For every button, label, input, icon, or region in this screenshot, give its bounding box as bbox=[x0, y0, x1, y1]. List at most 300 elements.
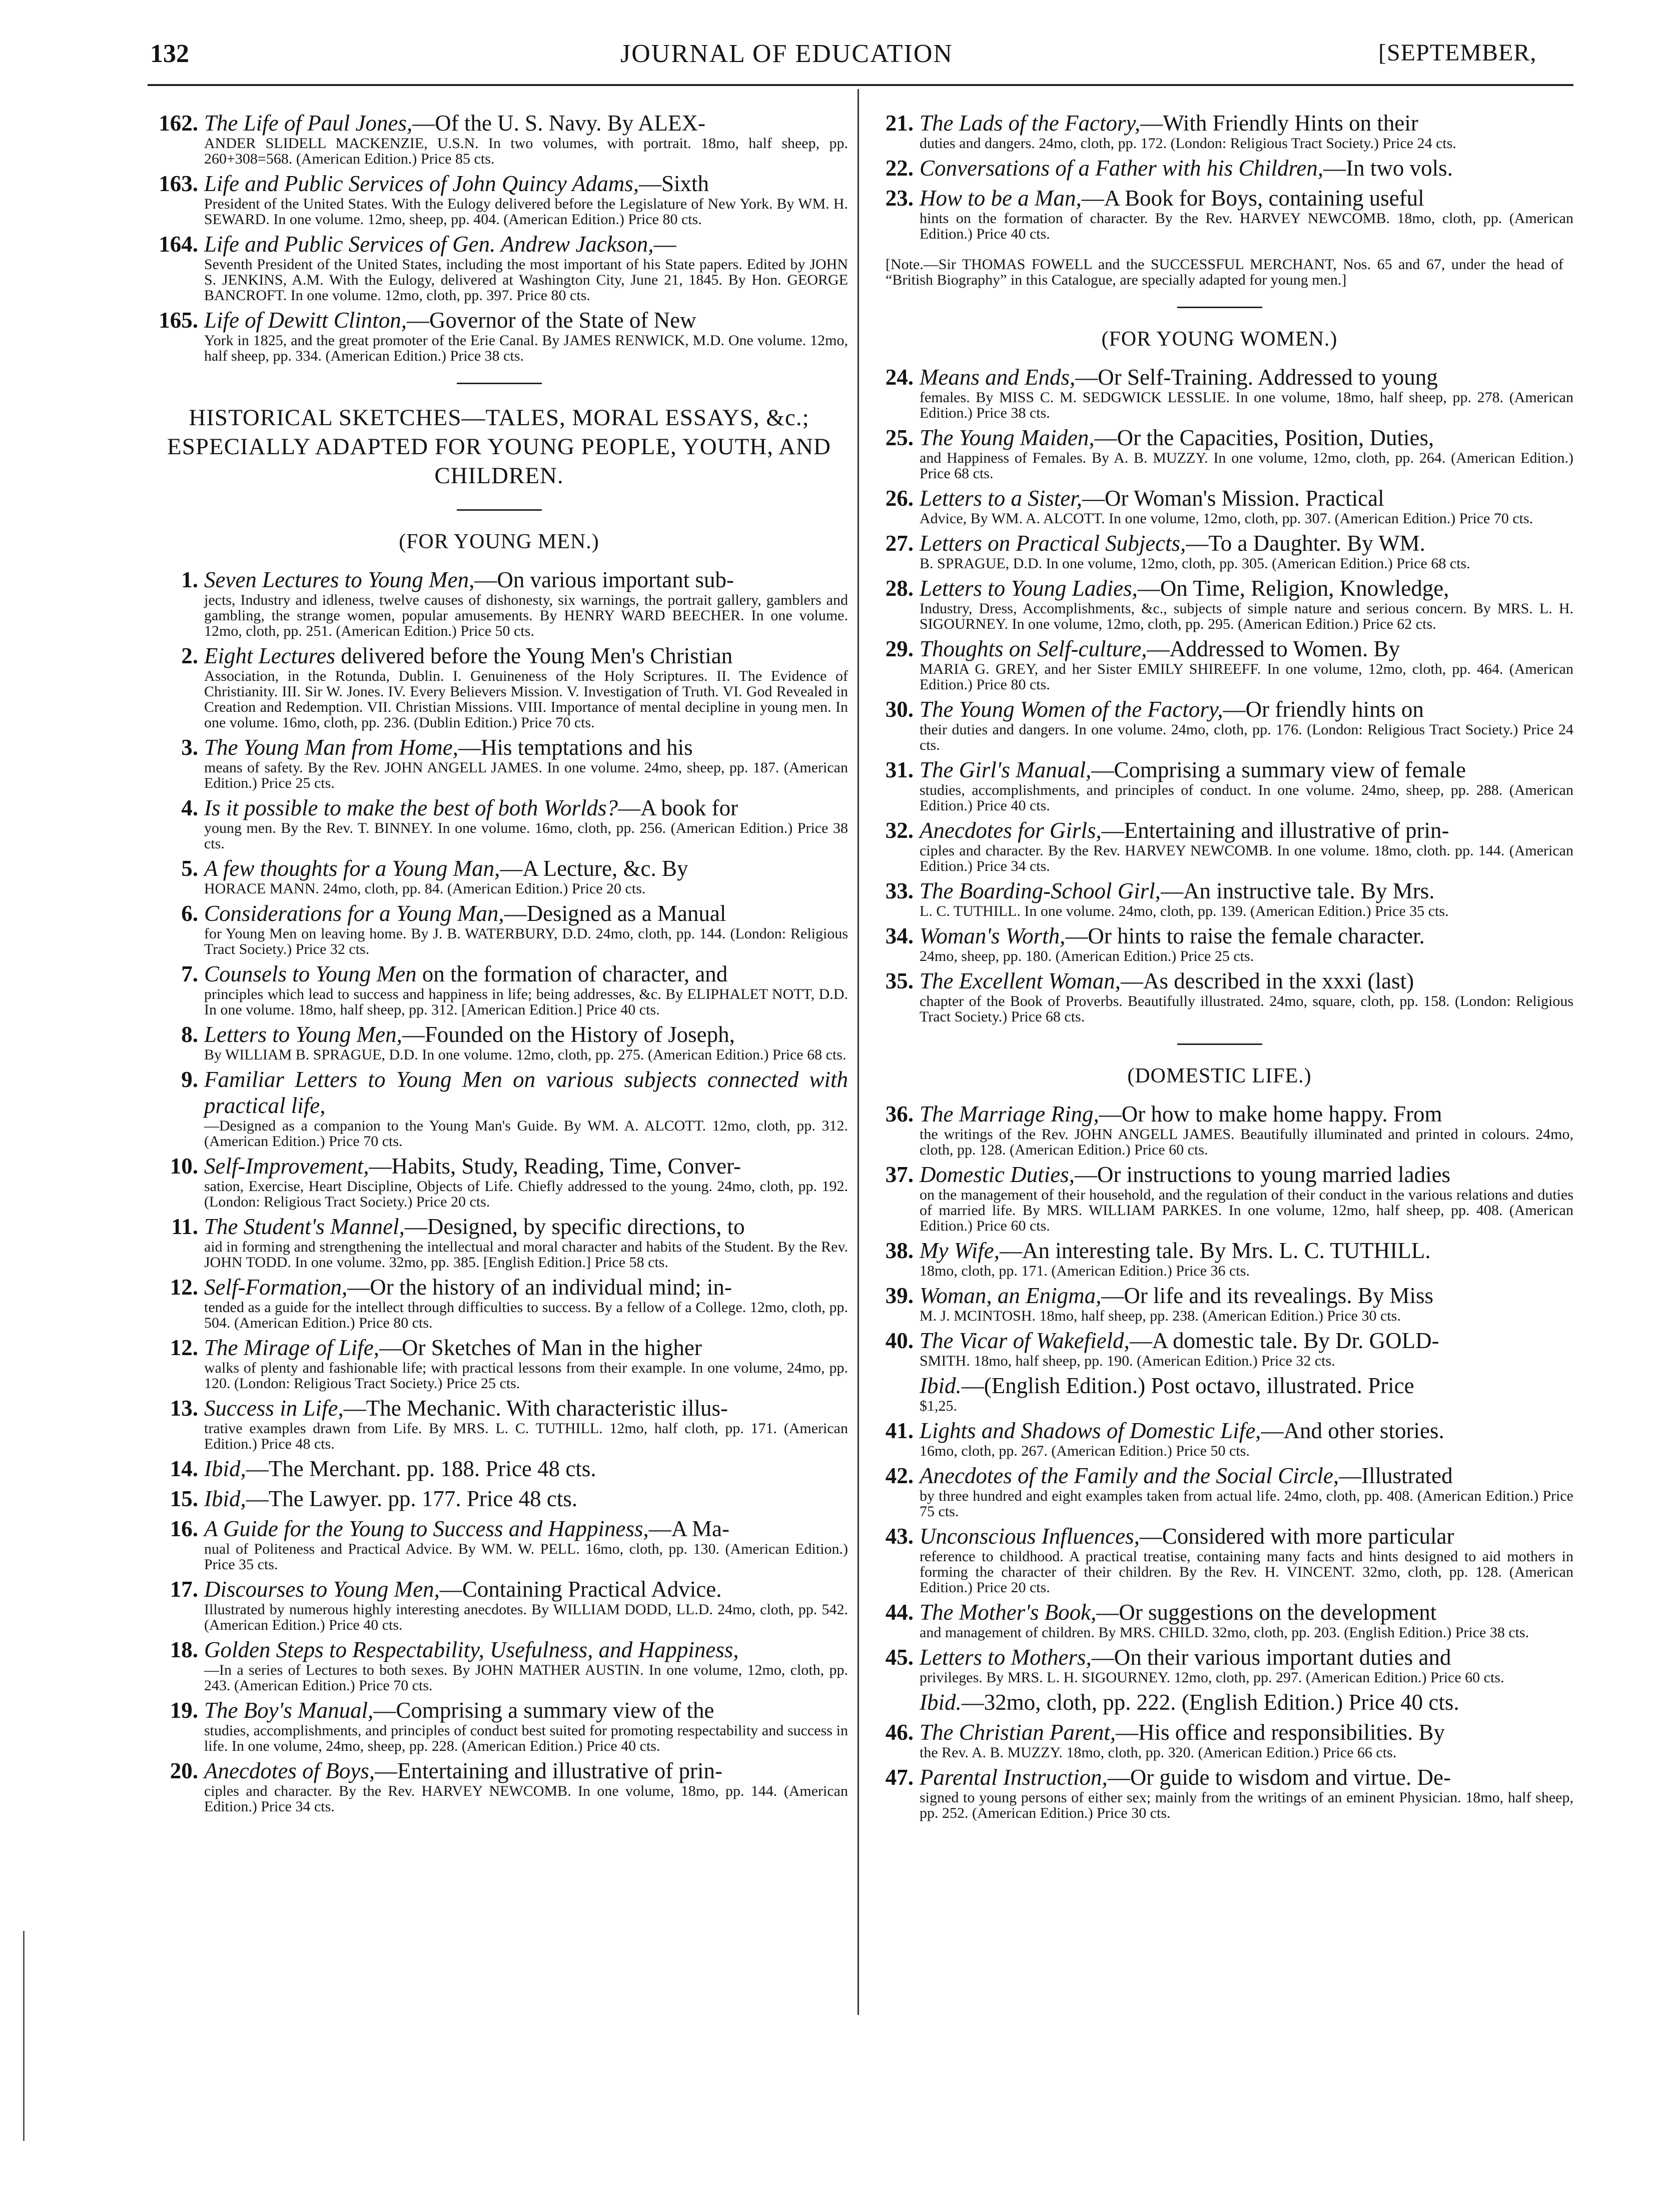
entry-body bbox=[920, 1162, 1573, 1234]
entry-number: 28. bbox=[885, 576, 914, 601]
entry-heading bbox=[920, 1238, 1573, 1264]
catalogue-entry bbox=[150, 1637, 848, 1693]
catalogue-entry bbox=[150, 1274, 848, 1331]
entry-number: 23. bbox=[885, 186, 914, 211]
page-number: 132 bbox=[150, 40, 189, 68]
entry-number: 25. bbox=[885, 425, 914, 450]
entry-details: L. C. TUTHILL. In one volume. 24mo, cloth, pp. 139. (American Edition.) Price 35 cts. bbox=[920, 903, 1449, 919]
entry-body bbox=[204, 307, 848, 364]
entry-title: Counsels to Young Men bbox=[204, 961, 417, 986]
entry-number: 5. bbox=[181, 856, 198, 881]
entry-number: 36. bbox=[885, 1101, 914, 1127]
section-young-men: (FOR YOUNG MEN.) bbox=[399, 530, 599, 553]
running-header bbox=[0, 39, 1676, 74]
entry-title: How to be a Man, bbox=[920, 186, 1082, 211]
entry-subtitle: —Designed, by specific directions, to bbox=[404, 1214, 745, 1239]
entry-body bbox=[204, 1516, 848, 1572]
entry-number: 21. bbox=[885, 111, 914, 136]
entry-subtitle: —In two vols. bbox=[1323, 156, 1453, 181]
entry-heading bbox=[204, 307, 848, 333]
entry-number: 35. bbox=[885, 968, 914, 993]
entry-number: 7. bbox=[181, 961, 198, 986]
entry-details: sation, Exercise, Heart Discipline, Objects of Life. Chiefly addressed to the young. 24mo, cloth, pp. 192. (London: Religious Tract Society.) Price 20 cts. bbox=[204, 1178, 848, 1210]
left-column bbox=[150, 110, 848, 1818]
entry-number: 46. bbox=[885, 1720, 914, 1745]
entry-heading bbox=[920, 1719, 1573, 1745]
entry-details: SMITH. 18mo, half sheep, pp. 190. (American Edition.) Price 32 cts. bbox=[920, 1353, 1335, 1369]
entry-heading bbox=[920, 1599, 1573, 1625]
entry-details: By WILLIAM B. SPRAGUE, D.D. In one volume. 12mo, cloth, pp. 275. (American Edition.) Price 68 cts. bbox=[204, 1046, 847, 1063]
entry-subtitle: —A domestic tale. By Dr. GOLD- bbox=[1129, 1328, 1439, 1353]
catalogue-entry bbox=[150, 1214, 848, 1270]
entry-subtitle: —Or how to make home happy. From bbox=[1099, 1101, 1442, 1127]
entry-title: The Excellent Woman, bbox=[920, 968, 1121, 993]
entry-subtitle: —Entertaining and illustrative of prin- bbox=[1101, 818, 1449, 843]
entry-body bbox=[204, 734, 848, 791]
catalogue-entry bbox=[150, 900, 848, 957]
entry-details: the writings of the Rev. JOHN ANGELL JAMES. Beautifully illuminated and printed in colours. 24mo, cloth, pp. 128. (American Edition.) Price 60 cts. bbox=[920, 1126, 1573, 1158]
entry-body bbox=[920, 1328, 1573, 1369]
entry-title: Is it possible to make the best of both Worlds? bbox=[204, 795, 618, 820]
entry-subtitle: —On their various important duties and bbox=[1091, 1645, 1451, 1670]
entry-number: 10. bbox=[170, 1154, 198, 1179]
entry-heading bbox=[920, 1101, 1573, 1127]
entry-details: nual of Politeness and Practical Advice. By WM. W. PELL. 16mo, cloth, pp. 130. (American Edition.) Price 35 cts. bbox=[204, 1541, 848, 1573]
entry-heading bbox=[920, 530, 1573, 556]
entry-number: 44. bbox=[885, 1600, 914, 1625]
entry-details: Seventh President of the United States, including the most important of his State papers. Edited by JOHN S. JENKINS, A.M. With the Eulogy, delivered at Washington City, June 21, 1845. By Hon. GEORGE BANCROFT. In one volume. 12mo, cloth, pp. 397. Price 80 cts. bbox=[204, 256, 848, 304]
entry-number: 14. bbox=[170, 1456, 198, 1481]
entry-title: Woman's Worth, bbox=[920, 923, 1066, 948]
entry-heading bbox=[204, 900, 848, 926]
entry-subtitle: —A Book for Boys, containing useful bbox=[1081, 186, 1424, 211]
entry-title: Ibid. bbox=[920, 1690, 962, 1715]
left-top-entries bbox=[150, 110, 848, 364]
entry-number: 31. bbox=[885, 757, 914, 782]
entry-subtitle: —32mo, cloth, pp. 222. (English Edition.) Price 40 cts. bbox=[961, 1690, 1459, 1715]
entry-details: for Young Men on leaving home. By J. B. WATERBURY, D.D. 24mo, cloth, pp. 144. (London: Religious Tract Society.) Price 32 cts. bbox=[204, 925, 848, 957]
entry-number: 17. bbox=[170, 1577, 198, 1602]
entry-title: The Lads of the Factory, bbox=[920, 111, 1141, 136]
entry-title: Domestic Duties, bbox=[920, 1162, 1075, 1187]
catalogue-entry bbox=[866, 530, 1573, 571]
entry-body bbox=[920, 757, 1573, 813]
catalogue-entry bbox=[150, 1066, 848, 1149]
catalogue-entry bbox=[866, 155, 1573, 181]
entry-subtitle: —Founded on the History of Joseph, bbox=[402, 1022, 735, 1047]
catalogue-entry bbox=[866, 1463, 1573, 1519]
entry-heading bbox=[204, 1697, 848, 1723]
entry-details: Industry, Dress, Accomplishments, &c., subjects of simple nature and serious concern. By MRS. L. H. SIGOURNEY. In one volume, 12mo, cloth, pp. 295. (American Edition.) Price 62 cts. bbox=[920, 600, 1573, 632]
entry-subtitle: —Habits, Study, Reading, Time, Conver- bbox=[369, 1154, 741, 1179]
catalogue-entry bbox=[150, 1758, 848, 1814]
entry-subtitle: —On various important sub- bbox=[474, 567, 734, 592]
entry-number: 9. bbox=[181, 1067, 198, 1092]
entry-body bbox=[920, 636, 1573, 692]
entry-body bbox=[920, 575, 1573, 632]
entry-title: The Girl's Manual, bbox=[920, 757, 1092, 782]
catalogue-entry bbox=[150, 855, 848, 896]
entry-heading bbox=[920, 155, 1573, 181]
entry-details: —Designed as a companion to the Young Man's Guide. By WM. A. ALCOTT. 12mo, cloth, pp. 312. (American Edition.) Price 70 cts. bbox=[204, 1118, 848, 1150]
catalogue-entry bbox=[866, 1719, 1573, 1760]
catalogue-entry bbox=[866, 1644, 1573, 1685]
entry-number: 162. bbox=[159, 111, 198, 136]
entry-number: 18. bbox=[170, 1637, 198, 1662]
entry-details: President of the United States. With the Eulogy delivered before the Legislature of New York. By WM. H. SEWARD. In one volume. 12mo, sheep, pp. 404. (American Edition.) Price 80 cts. bbox=[204, 196, 848, 228]
entry-details: privileges. By MRS. L. H. SIGOURNEY. 12mo, cloth, pp. 297. (American Edition.) Price 60 cts. bbox=[920, 1669, 1504, 1686]
entry-title: Life of Dewitt Clinton, bbox=[204, 308, 407, 333]
entry-title: The Young Man from Home, bbox=[204, 735, 458, 760]
entry-number: 12. bbox=[170, 1335, 198, 1360]
entry-subtitle: —Sixth bbox=[639, 171, 709, 196]
entry-details: aid in forming and strengthening the intellectual and moral character and habits of the Student. By the Rev. JOHN TODD. In one volume. 32mo, pp. 385. [English Edition.] Price 58 cts. bbox=[204, 1239, 848, 1271]
catalogue-entry bbox=[866, 1373, 1573, 1414]
entry-details: hints on the formation of character. By the Rev. HARVEY NEWCOMB. 18mo, cloth, pp. (American Edition.) Price 40 cts. bbox=[920, 210, 1573, 242]
entry-title: The Young Maiden, bbox=[920, 425, 1095, 450]
entry-heading bbox=[920, 636, 1573, 662]
entry-heading bbox=[920, 968, 1573, 994]
entry-heading bbox=[920, 575, 1573, 601]
catalogue-entry bbox=[866, 817, 1573, 874]
entry-title: The Boy's Manual, bbox=[204, 1698, 374, 1723]
entry-subtitle: —On Time, Religion, Knowledge, bbox=[1137, 576, 1449, 601]
entry-details: ciples and character. By the Rev. HARVEY NEWCOMB. In one volume, 18mo, pp. 144. (American Edition.) Price 34 cts. bbox=[204, 1783, 848, 1815]
entry-heading bbox=[920, 878, 1573, 904]
entry-subtitle: —Entertaining and illustrative of prin- bbox=[375, 1758, 722, 1783]
entry-subtitle: —An interesting tale. By Mrs. L. C. TUTHILL. bbox=[999, 1238, 1431, 1263]
journal-title: JOURNAL OF EDUCATION bbox=[620, 40, 953, 68]
catalogue-entry bbox=[150, 307, 848, 364]
entry-title: A few thoughts for a Young Man, bbox=[204, 856, 500, 881]
entry-number: 16. bbox=[170, 1516, 198, 1541]
entry-body bbox=[920, 155, 1573, 181]
entry-number: 19. bbox=[170, 1698, 198, 1723]
entry-title: The Mirage of Life, bbox=[204, 1335, 379, 1360]
entry-details: M. J. MCINTOSH. 18mo, half sheep, pp. 238. (American Edition.) Price 30 cts. bbox=[920, 1308, 1401, 1324]
domestic-life-list bbox=[866, 1101, 1573, 1821]
entry-heading bbox=[204, 1066, 848, 1119]
entry-subtitle: —A Ma- bbox=[648, 1516, 729, 1541]
entry-title: Success in Life, bbox=[204, 1396, 344, 1421]
entry-subtitle: —Or the history of an individual mind; in- bbox=[347, 1275, 732, 1300]
entry-title: Unconscious Influences, bbox=[920, 1524, 1140, 1549]
entry-subtitle: —The Lawyer. pp. 177. Price 48 cts. bbox=[246, 1486, 578, 1511]
entry-title: Means and Ends, bbox=[920, 365, 1076, 390]
entry-body bbox=[204, 231, 848, 303]
section-divider bbox=[457, 383, 542, 384]
catalogue-entry bbox=[866, 425, 1573, 481]
entry-heading bbox=[204, 1576, 848, 1602]
entry-heading bbox=[920, 425, 1573, 451]
entry-subtitle: —As described in the xxxi (last) bbox=[1121, 968, 1414, 993]
entry-subtitle: — bbox=[653, 232, 676, 257]
entry-heading bbox=[920, 696, 1573, 722]
entry-details: by three hundred and eight examples taken from actual life. 24mo, cloth, pp. 408. (American Edition.) Price 75 cts. bbox=[920, 1488, 1573, 1520]
entry-body bbox=[204, 900, 848, 957]
entry-subtitle: —Containing Practical Advice. bbox=[439, 1577, 722, 1602]
entry-heading bbox=[204, 1153, 848, 1179]
entry-heading bbox=[920, 185, 1573, 211]
entry-title: Anecdotes of Boys, bbox=[204, 1758, 375, 1783]
entry-subtitle: —Or life and its revealings. By Miss bbox=[1101, 1283, 1434, 1308]
entry-number: 37. bbox=[885, 1162, 914, 1187]
entry-body bbox=[204, 1486, 848, 1512]
entry-body bbox=[204, 1456, 848, 1482]
entry-heading bbox=[204, 1274, 848, 1300]
entry-title: Considerations for a Young Man, bbox=[204, 901, 504, 926]
entry-heading bbox=[204, 1214, 848, 1240]
entry-body bbox=[204, 1395, 848, 1452]
entry-heading bbox=[204, 231, 848, 257]
entry-subtitle: —Or the Capacities, Position, Duties, bbox=[1094, 425, 1434, 450]
entry-heading bbox=[204, 734, 848, 760]
entry-subtitle: —The Mechanic. With characteristic illus- bbox=[343, 1396, 728, 1421]
entry-details: walks of plenty and fashionable life; with practical lessons from their example. In one volume, 24mo, pp. 120. (London: Religious Tract Society.) Price 25 cts. bbox=[204, 1360, 848, 1392]
entry-number bbox=[866, 1689, 920, 1715]
entry-title: The Student's Mannel, bbox=[204, 1214, 405, 1239]
entry-title: My Wife, bbox=[920, 1238, 1000, 1263]
entry-number: 8. bbox=[181, 1022, 198, 1047]
catalogue-entry bbox=[866, 878, 1573, 919]
entry-number: 27. bbox=[885, 531, 914, 556]
entry-title: Ibid, bbox=[204, 1456, 246, 1481]
entry-subtitle: —Governor of the State of New bbox=[407, 308, 696, 333]
entry-title: Letters to Young Ladies, bbox=[920, 576, 1138, 601]
column-separator bbox=[858, 89, 859, 2015]
catalogue-entry bbox=[866, 364, 1573, 421]
entry-number: 41. bbox=[885, 1418, 914, 1443]
entry-details: chapter of the Book of Proverbs. Beautifully illustrated. 24mo, square, cloth, pp. 158. (London: Religious Tract Society.) Price 68 cts. bbox=[920, 993, 1573, 1025]
section-divider bbox=[457, 509, 542, 511]
entry-subtitle: —Or Self-Training. Addressed to young bbox=[1075, 365, 1438, 390]
entry-title: Ibid, bbox=[204, 1486, 246, 1511]
right-column bbox=[866, 110, 1573, 1825]
entry-heading bbox=[920, 1373, 1573, 1399]
entry-body bbox=[204, 1758, 848, 1814]
catalogue-entry bbox=[866, 757, 1573, 813]
entry-subtitle: —Or guide to wisdom and virtue. De- bbox=[1107, 1765, 1451, 1790]
entry-body bbox=[920, 1238, 1573, 1279]
entry-heading bbox=[920, 1523, 1573, 1549]
entry-heading bbox=[920, 1162, 1573, 1188]
entry-number: 42. bbox=[885, 1463, 914, 1488]
entry-body bbox=[204, 1576, 848, 1633]
entry-body bbox=[920, 1418, 1573, 1459]
entry-details: Advice, By WM. A. ALCOTT. In one volume, 12mo, cloth, pp. 307. (American Edition.) Price 70 cts. bbox=[920, 510, 1533, 527]
entry-number: 47. bbox=[885, 1765, 914, 1790]
catalogue-entry bbox=[150, 1153, 848, 1210]
catalogue-entry bbox=[866, 575, 1573, 632]
section-domestic-life: (DOMESTIC LIFE.) bbox=[1127, 1064, 1312, 1087]
entry-heading bbox=[204, 1486, 848, 1512]
entry-subtitle: —A Lecture, &c. By bbox=[500, 856, 688, 881]
entry-number: 6. bbox=[181, 901, 198, 926]
catalogue-entry bbox=[150, 643, 848, 730]
entry-body bbox=[204, 643, 848, 730]
entry-title: Conversations of a Father with his Children, bbox=[920, 156, 1324, 181]
entry-title: Lights and Shadows of Domestic Life, bbox=[920, 1418, 1261, 1443]
catalogue-entry bbox=[866, 1283, 1573, 1324]
entry-subtitle: —To a Daughter. By WM. bbox=[1186, 531, 1425, 556]
entry-title: Parental Instruction, bbox=[920, 1765, 1108, 1790]
entry-heading bbox=[204, 1335, 848, 1361]
entry-body bbox=[920, 1764, 1573, 1821]
entry-number: 40. bbox=[885, 1328, 914, 1353]
entry-heading bbox=[204, 1021, 848, 1047]
entry-heading bbox=[204, 961, 848, 987]
entry-body bbox=[204, 1274, 848, 1331]
section-divider bbox=[1177, 1043, 1262, 1045]
entry-details: the Rev. A. B. MUZZY. 18mo, cloth, pp. 320. (American Edition.) Price 66 cts. bbox=[920, 1744, 1397, 1761]
catalogue-entry bbox=[150, 1335, 848, 1391]
entry-subtitle: —Or Sketches of Man in the higher bbox=[379, 1335, 702, 1360]
catalogue-entry bbox=[150, 1697, 848, 1754]
entry-body bbox=[204, 1021, 848, 1062]
catalogue-entry bbox=[150, 734, 848, 791]
entry-number: 12. bbox=[170, 1275, 198, 1300]
entry-details: ciples and character. By the Rev. HARVEY NEWCOMB. In one volume. 18mo, cloth. pp. 144. (American Edition.) Price 34 cts. bbox=[920, 842, 1573, 874]
entry-body bbox=[920, 1644, 1573, 1685]
entry-heading bbox=[204, 855, 848, 881]
catalogue-entry bbox=[866, 110, 1573, 151]
entry-title: The Christian Parent, bbox=[920, 1720, 1116, 1745]
entry-details: studies, accomplishments, and principles of conduct best suited for promoting respectability and success in life. In one volume, 24mo, sheep, pp. 228. (American Edition.) Price 40 cts. bbox=[204, 1722, 848, 1754]
entry-subtitle: —With Friendly Hints on their bbox=[1140, 111, 1418, 136]
entry-title: Seven Lectures to Young Men, bbox=[204, 567, 475, 592]
entry-body bbox=[920, 1523, 1573, 1595]
entry-title: Life and Public Services of Gen. Andrew Jackson, bbox=[204, 232, 654, 257]
entry-body bbox=[920, 878, 1573, 919]
entry-number: 34. bbox=[885, 923, 914, 948]
entry-body bbox=[920, 817, 1573, 874]
right-top-entries bbox=[866, 110, 1573, 242]
entry-subtitle: delivered before the Young Men's Christian bbox=[335, 643, 733, 668]
entry-subtitle: —Or friendly hints on bbox=[1223, 697, 1424, 722]
entry-details: duties and dangers. 24mo, cloth, pp. 172. (London: Religious Tract Society.) Price 24 cts. bbox=[920, 135, 1456, 152]
entry-details: young men. By the Rev. T. BINNEY. In one volume. 16mo, cloth, pp. 256. (American Edition.) Price 38 cts. bbox=[204, 820, 848, 852]
entry-heading bbox=[204, 1456, 848, 1482]
entry-details: and management of children. By MRS. CHILD. 32mo, cloth, pp. 203. (English Edition.) Price 38 cts. bbox=[920, 1624, 1529, 1641]
entry-details: Illustrated by numerous highly interesting anecdotes. By WILLIAM DODD, LL.D. 24mo, cloth, pp. 542. (American Edition.) Price 40 cts. bbox=[204, 1601, 848, 1633]
entry-title: The Life of Paul Jones, bbox=[204, 111, 413, 136]
entry-body bbox=[920, 1283, 1573, 1324]
main-heading: HISTORICAL SKETCHES—TALES, MORAL ESSAYS, &c.; ESPECIALLY ADAPTED FOR YOUNG PEOPLE, YOUTH, AND CHILDREN. bbox=[167, 405, 831, 489]
entry-number: 33. bbox=[885, 878, 914, 903]
entry-title: Letters to Young Men, bbox=[204, 1022, 402, 1047]
entry-body bbox=[920, 1101, 1573, 1158]
entry-subtitle: on the formation of character, and bbox=[416, 961, 728, 986]
entry-title: Letters to a Sister, bbox=[920, 486, 1083, 511]
catalogue-entry bbox=[150, 171, 848, 227]
entry-body bbox=[204, 1637, 848, 1693]
entry-number: 4. bbox=[181, 795, 198, 820]
entry-subtitle: —Considered with more particular bbox=[1139, 1524, 1454, 1549]
entry-details: $1,25. bbox=[920, 1398, 957, 1414]
entry-details: MARIA G. GREY, and her Sister EMILY SHIREEFF. In one volume, 12mo, cloth, pp. 464. (American Edition.) Price 80 cts. bbox=[920, 661, 1573, 693]
entry-heading bbox=[204, 1758, 848, 1784]
entry-title: The Marriage Ring, bbox=[920, 1101, 1099, 1127]
catalogue-entry bbox=[150, 567, 848, 639]
entry-heading bbox=[920, 1283, 1573, 1309]
entry-details: —In a series of Lectures to both sexes. By JOHN MATHER AUSTIN. In one volume, 12mo, cloth, pp. 243. (American Edition.) Price 70 cts. bbox=[204, 1662, 848, 1694]
entry-details: 24mo, sheep, pp. 180. (American Edition.) Price 25 cts. bbox=[920, 948, 1254, 964]
entry-body bbox=[920, 968, 1573, 1024]
entry-body bbox=[920, 110, 1573, 151]
catalogue-entry bbox=[150, 961, 848, 1017]
entry-subtitle: —The Merchant. pp. 188. Price 48 cts. bbox=[246, 1456, 596, 1481]
catalogue-entry bbox=[150, 1395, 848, 1452]
catalogue-entry bbox=[150, 795, 848, 851]
entry-heading bbox=[920, 485, 1573, 511]
entry-body bbox=[920, 1463, 1573, 1519]
entry-title: Woman, an Enigma, bbox=[920, 1283, 1102, 1308]
entry-title: Anecdotes of the Family and the Social Circle, bbox=[920, 1463, 1339, 1488]
header-rule bbox=[148, 84, 1573, 86]
entry-heading bbox=[920, 923, 1573, 949]
entry-details: HORACE MANN. 24mo, cloth, pp. 84. (American Edition.) Price 20 cts. bbox=[204, 880, 646, 897]
entry-title: Letters to Mothers, bbox=[920, 1645, 1092, 1670]
entry-body bbox=[920, 425, 1573, 481]
entry-number bbox=[866, 1373, 920, 1414]
entry-body bbox=[204, 961, 848, 1017]
entry-details: 18mo, cloth, pp. 171. (American Edition.) Price 36 cts. bbox=[920, 1263, 1250, 1279]
entry-details: Association, in the Rotunda, Dublin. I. Genuineness of the Holy Scriptures. II. The Evidence of Christianity. III. Sir W. Jones. IV. Every Believers Mission. V. Investigation of Truth. VI. God Revealed in Creation and Redemption. VII. Christian Missions. VIII. Importance of mental decipline in young men. In one volume. 16mo, cloth, pp. 236. (Dublin Edition.) Price 70 cts. bbox=[204, 668, 848, 731]
entry-body bbox=[204, 110, 848, 167]
entry-number: 2. bbox=[181, 643, 198, 668]
entry-details: means of safety. By the Rev. JOHN ANGELL JAMES. In one volume. 24mo, sheep, pp. 187. (American Edition.) Price 25 cts. bbox=[204, 759, 848, 791]
entry-title: Golden Steps to Respectability, Usefulness, and Happiness, bbox=[204, 1637, 739, 1662]
entry-heading bbox=[204, 1516, 848, 1542]
entry-details: reference to childhood. A practical treatise, containing many facts and hints designed to aid mothers in forming the character of their children. By the Rev. H. VINCENT. 32mo, cloth, pp. 128. (American Edition.) Price 20 cts. bbox=[920, 1548, 1573, 1596]
catalogue-entry bbox=[866, 1162, 1573, 1234]
catalogue-entry bbox=[866, 1599, 1573, 1640]
entry-title: Self-Formation, bbox=[204, 1275, 348, 1300]
entry-body bbox=[204, 1066, 848, 1149]
entry-body bbox=[920, 1719, 1573, 1760]
entry-number: 29. bbox=[885, 636, 914, 661]
entry-body bbox=[920, 1373, 1573, 1414]
entry-subtitle: —A book for bbox=[618, 795, 738, 820]
entry-title: Familiar Letters to Young Men on various subjects connected with practical life, bbox=[204, 1067, 848, 1118]
entry-heading bbox=[920, 757, 1573, 783]
entry-details: B. SPRAGUE, D.D. In one volume, 12mo, cloth, pp. 305. (American Edition.) Price 68 cts. bbox=[920, 555, 1470, 572]
entry-details: tended as a guide for the intellect through difficulties to success. By a fellow of a College. 12mo, cloth, pp. 504. (American Edition.) Price 80 cts. bbox=[204, 1299, 848, 1331]
catalogue-entry bbox=[866, 1101, 1573, 1158]
section-divider bbox=[1177, 307, 1262, 308]
catalogue-entry bbox=[150, 110, 848, 167]
entry-heading bbox=[920, 110, 1573, 136]
entry-title: Eight Lectures bbox=[204, 643, 336, 668]
margin-line bbox=[23, 1931, 25, 2141]
entry-title: A Guide for the Young to Success and Happiness, bbox=[204, 1516, 649, 1541]
entry-body bbox=[204, 1153, 848, 1210]
entry-number: 39. bbox=[885, 1283, 914, 1308]
entry-subtitle: —Or hints to raise the female character. bbox=[1065, 923, 1425, 948]
entry-subtitle: —His temptations and his bbox=[458, 735, 693, 760]
catalogue-entry bbox=[866, 185, 1573, 242]
entry-title: Anecdotes for Girls, bbox=[920, 818, 1102, 843]
catalogue-entry bbox=[866, 923, 1573, 964]
catalogue-entry bbox=[866, 1418, 1573, 1459]
catalogue-entry bbox=[866, 696, 1573, 753]
entry-details: and Happiness of Females. By A. B. MUZZY. In one volume, 12mo, cloth, pp. 264. (American Edition.) Price 68 cts. bbox=[920, 450, 1573, 482]
entry-body bbox=[204, 1214, 848, 1270]
entry-number: 20. bbox=[170, 1758, 198, 1783]
entry-heading bbox=[920, 1328, 1573, 1354]
catalogue-entry bbox=[866, 485, 1573, 526]
entry-heading bbox=[920, 1689, 1573, 1715]
